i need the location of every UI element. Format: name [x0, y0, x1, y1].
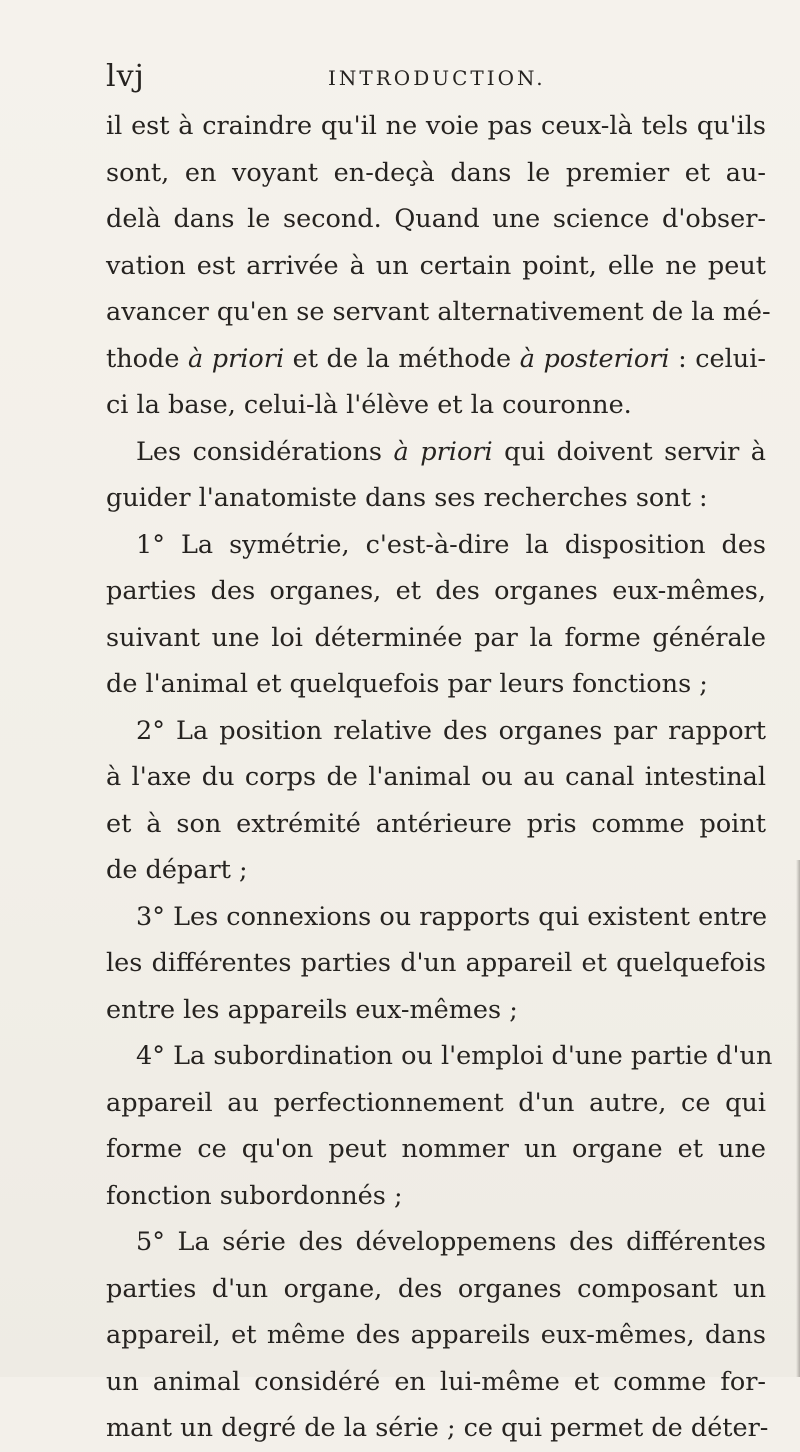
- page-edge-shadow: [796, 860, 800, 1377]
- text-line: guider l'anatomiste dans ses recherches sont :: [106, 483, 708, 513]
- text-line: appareil, et même des appareils eux-mêmes, dans: [106, 1320, 766, 1350]
- text-line: à l'axe du corps de l'animal ou au canal intestinal: [106, 762, 766, 792]
- text-line: 5° La série des développemens des différentes: [136, 1227, 766, 1257]
- text-line: les différentes parties d'un appareil et quelquefois: [106, 948, 766, 978]
- text-line: fonction subordonnés ;: [106, 1180, 403, 1211]
- page-number: lvj: [106, 59, 145, 94]
- text-line: thode à priori et de la méthode à posteriori : celui-: [106, 343, 767, 374]
- text-line: parties des organes, et des organes eux-mêmes,: [106, 576, 766, 606]
- text-line: 4° La subordination ou l'emploi d'une partie d'un: [136, 1041, 773, 1071]
- text-line: un animal considéré en lui-même et comme for-: [106, 1366, 766, 1397]
- text-line: sont, en voyant en-deçà dans le premier et au-: [106, 157, 766, 188]
- text-line: 1° La symétrie, c'est-à-dire la disposition des: [136, 529, 766, 560]
- text-line: delà dans le second. Quand une science d'obser-: [106, 204, 766, 234]
- text-line: ci la base, celui-là l'élève et la couronne.: [106, 390, 632, 420]
- latin-term: à priori: [188, 343, 285, 374]
- running-head: INTRODUCTION.: [328, 66, 546, 90]
- text-line: parties d'un organe, des organes composant un: [106, 1273, 766, 1304]
- text-line: forme ce qu'on peut nommer un organe et une: [106, 1134, 766, 1164]
- text-line: mant un degré de la série ; ce qui permet de déter-: [106, 1413, 769, 1443]
- latin-term: à posteriori: [519, 343, 670, 374]
- text-line: 3° Les connexions ou rapports qui existent entre: [136, 901, 768, 932]
- text-line: entre les appareils eux-mêmes ;: [106, 994, 518, 1025]
- text-line: Les considérations à priori qui doivent servir à: [136, 436, 766, 467]
- text-line: et à son extrémité antérieure pris comme point: [106, 808, 766, 839]
- body-text: [106, 103, 773, 1452]
- text-line: de l'animal et quelquefois par leurs fonctions ;: [106, 669, 708, 699]
- latin-term: à priori: [393, 436, 493, 467]
- text-line: appareil au perfectionnement d'un autre, ce qui: [106, 1087, 766, 1118]
- text-line: avancer qu'en se servant alternativement de la mé-: [106, 297, 771, 327]
- text-line: il est à craindre qu'il ne voie pas ceux-là tels qu'ils: [106, 111, 766, 141]
- text-line: de départ ;: [106, 855, 248, 885]
- page-header: [106, 57, 766, 101]
- text-line: 2° La position relative des organes par rapport: [136, 715, 766, 746]
- text-line: suivant une loi déterminée par la forme générale: [106, 622, 766, 653]
- text-line: vation est arrivée à un certain point, elle ne peut: [106, 250, 766, 281]
